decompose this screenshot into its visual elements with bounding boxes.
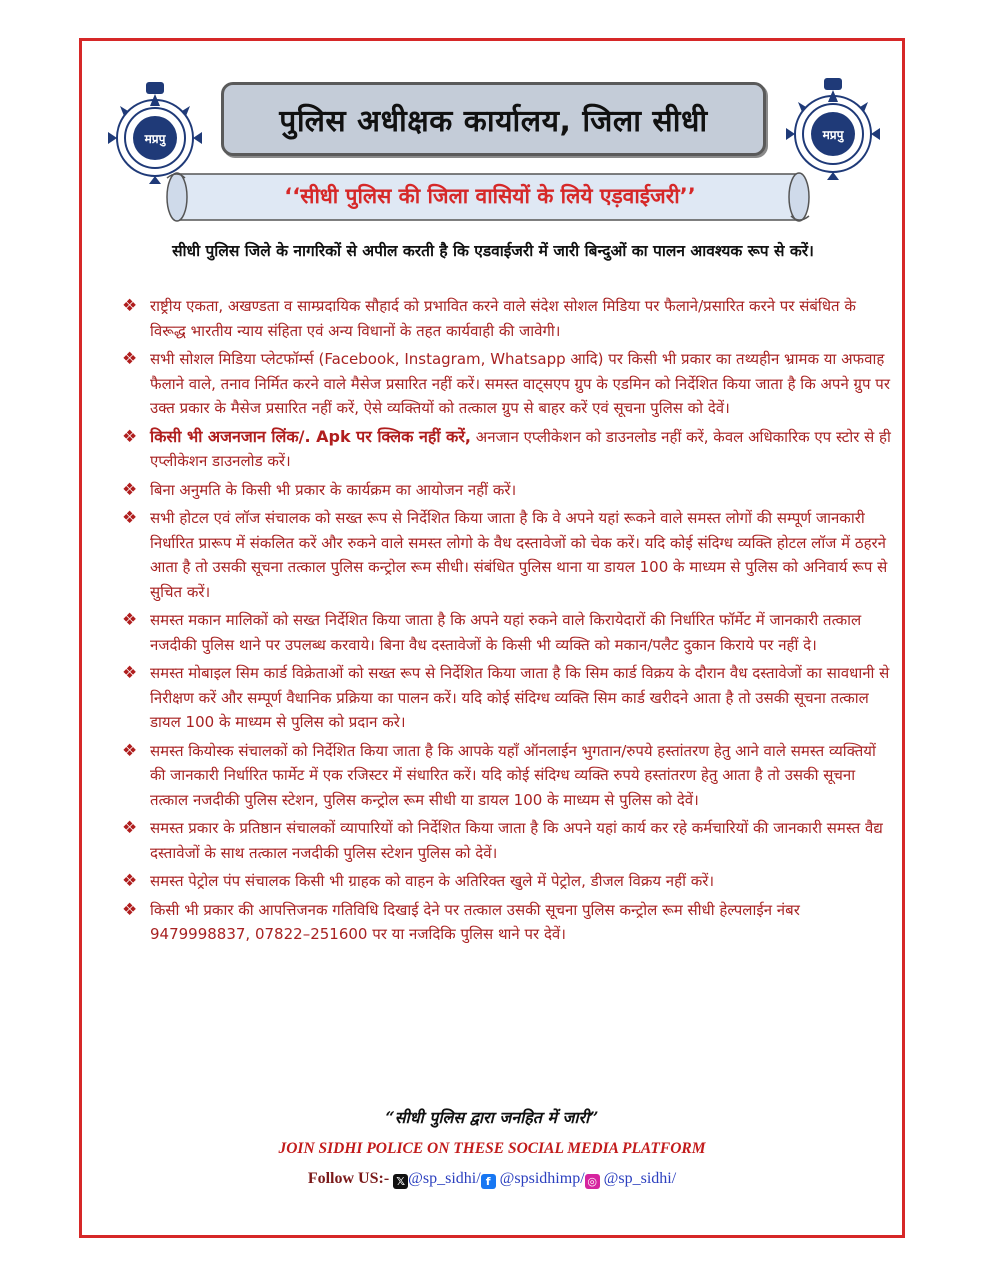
public-interest-note: “सीधी पुलिस द्वारा जनहित में जारी” xyxy=(385,1108,599,1127)
follow-label: Follow US:- xyxy=(307,1170,390,1187)
diamond-bullet-icon: ❖ xyxy=(122,871,138,891)
facebook-handle-link[interactable]: @spsidhimp/ xyxy=(499,1170,585,1187)
instagram-icon: ◎ xyxy=(585,1174,600,1189)
diamond-bullet-icon: ❖ xyxy=(122,740,138,761)
facebook-icon: f xyxy=(481,1174,496,1189)
instagram-handle-link[interactable]: @sp_sidhi/ xyxy=(603,1170,677,1187)
follow-us-line xyxy=(79,1170,905,1189)
list-item: ❖ राष्ट्रीय एकता, अखण्डता व साम्प्रदायिक सौहार्द को प्रभावित करने वाले संदेश सोशल मिडिया पर फैलाने/प्रसारित करने पर संबंधित के विरूद्ध भारतीय न्याय संहिता एवं अन्य विधानों के तहत कार्यवाही की जावेगी। xyxy=(122,296,856,340)
list-item: ❖ किसी भी अजनजान लिंक/. Apk पर क्लिक नहीं करें, अनजान एप्लीकेशन को डाउनलोड नहीं करें, केवल अधिकारिक एप स्टोर से ही एप्लीकेशन डाउनलोड करें। xyxy=(122,426,891,470)
list-item: ❖ समस्त पेट्रोल पंप संचालक किसी भी ग्राहक को वाहन के अतिरिक्त खुले में पेट्रोल, डीजल विक्रय नहीं करें। xyxy=(120,869,894,894)
diamond-bullet-icon: ❖ xyxy=(122,610,138,630)
list-item: ❖ किसी भी प्रकार की आपत्तिजनक गतिविधि दिखाई देने पर तत्काल उसकी सूचना पुलिस कन्ट्रोल रूम सीधी हेल्पलाईन नंबर 9479998837, 07822–251600 पर या नजदिकि पुलिस थाने पर देवें। xyxy=(122,899,800,943)
emblem-right-text: मप्रपु xyxy=(822,128,844,142)
office-title-box xyxy=(221,82,766,156)
diamond-bullet-icon: ❖ xyxy=(122,508,138,528)
diamond-bullet-icon: ❖ xyxy=(122,663,138,683)
list-item: ❖ समस्त मोबाइल सिम कार्ड विक्रेताओं को सख्त रूप से निर्देशित किया जाता है कि सिम कार्ड विक्रय के दौरान वैध दस्तावेजों का सावधानी से निरीक्षण करें और सम्पूर्ण वैधानिक प्रक्रिया का पालन करें। यदि कोई संदिग्ध व्यक्ति सिम कार्ड खरीदने आता है तो उसकी सूचना तत्काल डायल 100 के माध्यम से पुलिस को प्रदान करे। xyxy=(122,663,890,731)
diamond-bullet-icon: ❖ xyxy=(122,899,138,920)
list-item: ❖ समस्त कियोस्क संचालकों को निर्देशित किया जाता है कि आपके यहाँ ऑनलाईन भुगतान/रुपये हस्तांतरण हेतु आने वाले समस्त व्यक्तियों की जानकारी निर्धारित फार्मेट में एक रजिस्टर में संधारित करें। यदि कोई संदिग्ध व्यक्ति रुपये हस्तांतरण हेतु आता है तो उसकी सूचना तत्काल नजदीकी पुलिस स्टेशन, पुलिस कन्ट्रोल रूम सीधी या डायल 100 के माध्यम से पुलिस को देवें। xyxy=(122,740,876,809)
list-item: ❖ बिना अनुमति के किसी भी प्रकार के कार्यक्रम का आयोजन नहीं करें। xyxy=(120,478,894,503)
diamond-bullet-icon: ❖ xyxy=(122,349,138,369)
advisory-list xyxy=(120,294,894,951)
x-handle-link[interactable]: @sp_sidhi/ xyxy=(408,1170,481,1187)
x-logo-icon: 𝕏 xyxy=(393,1174,408,1189)
list-item: ❖ सभी होटल एवं लॉज संचालक को सख्त रूप से निर्देशित किया जाता है कि वे अपने यहां रूकने वाले समस्त लोगों की सम्पूर्ण जानकारी निर्धारित प्रारूप में संकलित करें और रुकने वाले समस्त लोगो के वैध दस्तावेजों को चेक करें। यदि कोई संदिग्ध व्यक्ति होटल लॉज में ठहरने आता है तो उसकी सूचना तत्काल पुलिस कन्ट्रोल रूम सीधी। संबंधित पुलिस थाना या डायल 100 के माध्यम से पुलिस को अनिवार्य रूप से सुचित करें। xyxy=(122,508,888,601)
list-item: ❖ सभी सोशल मिडिया प्लेटफॉर्म्स (Facebook, Instagram, Whatsapp आदि) पर किसी भी प्रकार का तथ्यहीन भ्रामक या अफवाह फैलाने वाले, तनाव निर्मित करने वाले मैसेज प्रसारित नहीं करें। समस्त वाट्सएप ग्रुप के एडमिन को निर्देशित किया जाता है कि अपने ग्रुप पर उक्त प्रकार के मैसेज प्रसारित नहीं करें, ऐसे व्यक्तियों को तत्काल ग्रुप से बाहर करें एवं सूचना पुलिस को देवें। xyxy=(122,349,890,417)
diamond-bullet-icon: ❖ xyxy=(122,818,138,838)
office-title: पुलिस अधीक्षक कार्यालय, जिला सीधी xyxy=(279,103,708,139)
join-social-heading: JOIN SIDHI POLICE ON THESE SOCIAL MEDIA PLATFORM xyxy=(278,1140,706,1157)
intro-appeal: सीधी पुलिस जिले के नागरिकों से अपील करती है कि एडवाईजरी में जारी बिन्दुओं का पालन आवश्यक रूप से करें। xyxy=(172,242,814,260)
diamond-bullet-icon: ❖ xyxy=(122,426,138,447)
advisory-banner-title: ‘‘सीधी पुलिस की जिला वासियों के लिये एड़वाईजरी’’ xyxy=(284,184,696,208)
list-item: ❖ समस्त प्रकार के प्रतिष्ठान संचालकों व्यापारियों को निर्देशित किया जाता है कि अपने यहां कार्य कर रहे कर्मचारियों की जानकारी समस्त वैद्य दस्तावेजों के साथ तत्काल नजदीकी पुलिस स्टेशन पुलिस को देवें। xyxy=(122,818,883,862)
diamond-bullet-icon: ❖ xyxy=(122,479,138,500)
list-item: ❖ समस्त मकान मालिकों को सख्त निर्देशित किया जाता है कि अपने यहां रुकने वाले किरायेदारों की निर्धारित फॉर्मेट में जानकारी तत्काल नजदीकी पुलिस थाने पर उपलब्ध करवाये। बिना वैध दस्तावेजों के किसी भी व्यक्ति को मकान/पलैट दुकान किराये पर नहीं दे। xyxy=(122,610,862,654)
emblem-left-text: मप्रपु xyxy=(144,132,166,146)
link-warning-bold: किसी भी अजनजान लिंक/. Apk पर क्लिक नहीं करें, xyxy=(150,426,471,446)
diamond-bullet-icon: ❖ xyxy=(122,296,138,316)
